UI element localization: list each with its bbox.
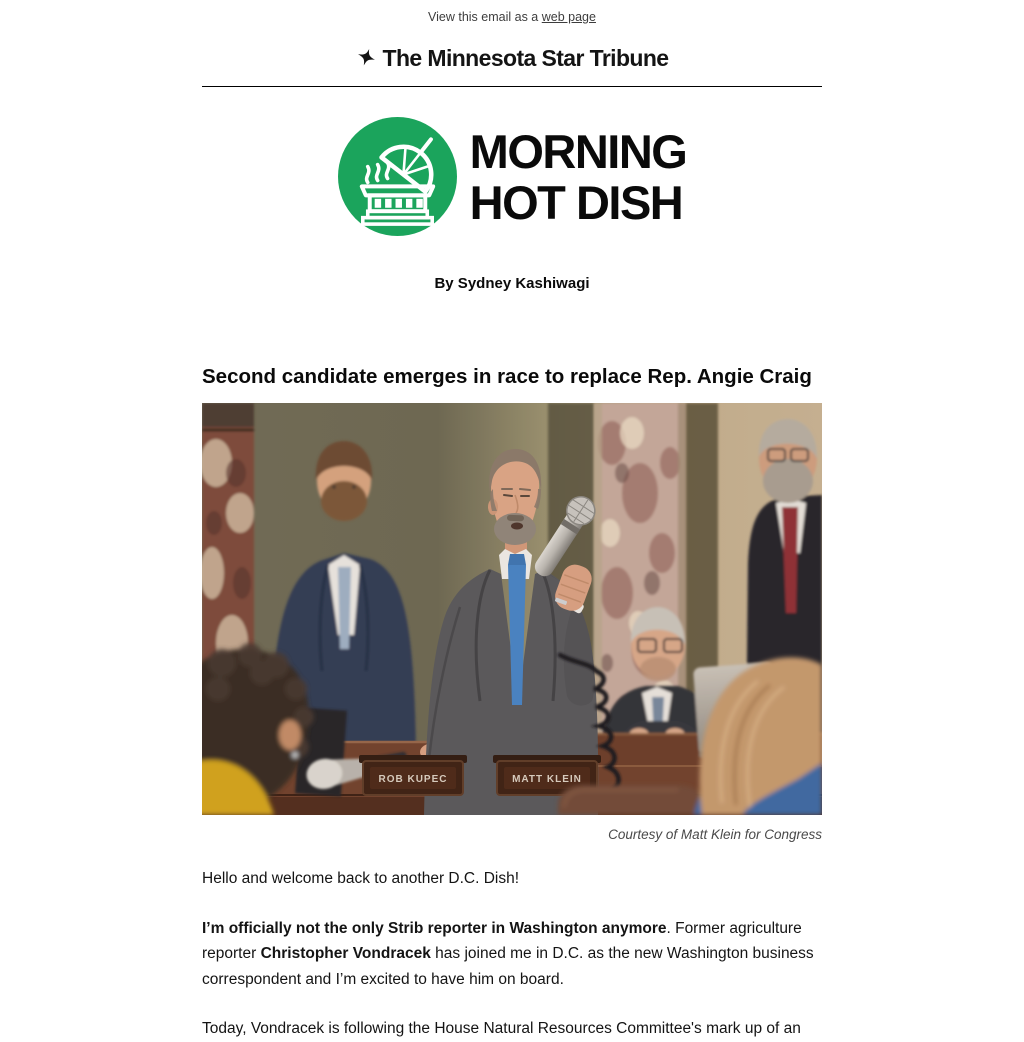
body-paragraph: Today, Vondracek is following the House Natural Resources Committee's mark up of an <box>202 1020 801 1038</box>
nameplate-right-text: MATT KLEIN <box>512 774 582 786</box>
body-paragraph: I’m officially not the only Strib reporter in Washington anymore. Former agriculture reporter Christopher Vondracek has joined me in D.C. as the new Washington business correspondent and I’m excited to have him on board. <box>202 919 814 988</box>
newsletter-brand <box>202 117 822 236</box>
body-paragraph: Hello and welcome back to another D.C. Dish! <box>202 870 520 888</box>
masthead <box>202 45 822 72</box>
web-page-link[interactable]: web page <box>541 10 596 24</box>
article-photo <box>202 403 822 815</box>
newsletter-title-line1: MORNING <box>469 124 687 178</box>
email-newsletter <box>202 0 822 1042</box>
newsletter-title <box>470 126 687 228</box>
preheader-text: View this email as a <box>428 10 539 24</box>
hot-dish-icon <box>338 117 457 236</box>
photo-caption: Courtesy of Matt Klein for Congress <box>608 827 822 843</box>
nameplate-left-text: ROB KUPEC <box>378 774 448 786</box>
star-tribune-star-icon <box>356 48 377 69</box>
preheader <box>202 0 822 24</box>
article-body <box>202 866 822 1042</box>
divider <box>202 86 822 87</box>
byline: By Sydney Kashiwagi <box>434 275 590 292</box>
masthead-title: The Minnesota Star Tribune <box>382 45 669 71</box>
newsletter-title-line2: HOT DISH <box>469 175 683 229</box>
photo-tone-overlay <box>202 403 822 815</box>
article-headline: Second candidate emerges in race to replace Rep. Angie Craig <box>202 365 812 388</box>
